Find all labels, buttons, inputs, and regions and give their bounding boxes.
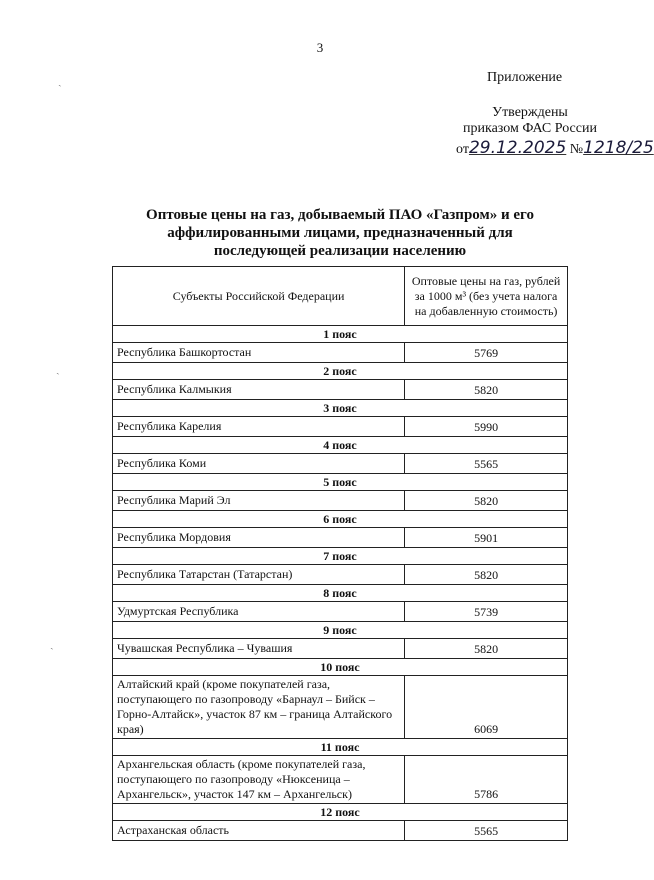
zone-label: 2 пояс [113,363,568,380]
order-reference [456,138,654,158]
subject-cell: Республика Марий Эл [113,491,405,511]
subject-cell: Алтайский край (кроме покупателей газа, поступающего по газопроводу «Барнаул – Бийск – Горно-Алтайск», участок 87 км – граница Алтайского края) [113,676,405,739]
number-sign: № [569,142,584,157]
price-table [112,266,568,841]
zone-row [113,622,568,639]
price-cell: 5820 [405,565,568,585]
price-cell: 5901 [405,528,568,548]
zone-label: 7 пояс [113,548,568,565]
table-row [113,565,568,585]
subject-cell: Удмуртская Республика [113,602,405,622]
table-body [113,326,568,841]
zone-label: 11 пояс [113,739,568,756]
appendix-label: Приложение [487,70,563,85]
table-header-row [113,267,568,326]
scan-mark: ˏ [56,363,60,375]
zone-row [113,474,568,491]
subject-cell: Республика Калмыкия [113,380,405,400]
subject-cell: Чувашская Республика – Чувашия [113,639,405,659]
table-row [113,639,568,659]
price-cell: 5565 [405,454,568,474]
zone-label: 12 пояс [113,804,568,821]
price-cell: 5769 [405,343,568,363]
price-cell: 5739 [405,602,568,622]
zone-label: 5 пояс [113,474,568,491]
subject-cell: Республика Коми [113,454,405,474]
zone-row [113,548,568,565]
page-number: 3 [316,40,324,55]
price-cell: 5820 [405,639,568,659]
table-row [113,417,568,437]
zone-row [113,400,568,417]
zone-row [113,659,568,676]
zone-row [113,437,568,454]
price-cell: 5786 [405,756,568,804]
table-row [113,454,568,474]
subject-cell: Республика Карелия [113,417,405,437]
approval-block [440,105,620,137]
subject-cell: Республика Татарстан (Татарстан) [113,565,405,585]
table-row [113,756,568,804]
order-date-handwritten: 29.12.2025 [468,138,567,158]
approved-text: Утверждены [492,105,568,120]
table-row [113,380,568,400]
document-title: Оптовые цены на газ, добываемый ПАО «Газпром» и его аффилированными лицами, предназначенный для последующей реализации населению [146,207,534,259]
from-label: от [456,142,469,157]
scan-mark: ˏ [50,638,54,650]
zone-row [113,363,568,380]
zone-label: 8 пояс [113,585,568,602]
header-subject: Субъекты Российской Федерации [113,267,405,326]
subject-cell: Астраханская область [113,821,405,841]
zone-label: 1 пояс [113,326,568,343]
table-row [113,343,568,363]
zone-row [113,804,568,821]
zone-label: 9 пояс [113,622,568,639]
subject-cell: Республика Башкортостан [113,343,405,363]
scan-mark: ˏ [58,75,62,87]
zone-row [113,739,568,756]
table-row [113,821,568,841]
header-price: Оптовые цены на газ, рублей за 1000 м³ (без учета налога на добавленную стоимость) [405,267,568,326]
zone-label: 10 пояс [113,659,568,676]
zone-label: 6 пояс [113,511,568,528]
table-row [113,528,568,548]
price-cell: 5565 [405,821,568,841]
zone-row [113,511,568,528]
table-row [113,491,568,511]
subject-cell: Архангельская область (кроме покупателей газа, поступающего по газопроводу «Нюксеница – Архангельск», участок 147 км – Архангельск) [113,756,405,804]
by-order-text: приказом ФАС России [463,121,597,136]
price-cell: 5820 [405,380,568,400]
subject-cell: Республика Мордовия [113,528,405,548]
zone-row [113,326,568,343]
zone-row [113,585,568,602]
price-cell: 5990 [405,417,568,437]
order-number-handwritten: 1218/25 [583,138,654,158]
table-row [113,602,568,622]
zone-label: 4 пояс [113,437,568,454]
zone-label: 3 пояс [113,400,568,417]
table-row [113,676,568,739]
price-cell: 6069 [405,676,568,739]
price-cell: 5820 [405,491,568,511]
